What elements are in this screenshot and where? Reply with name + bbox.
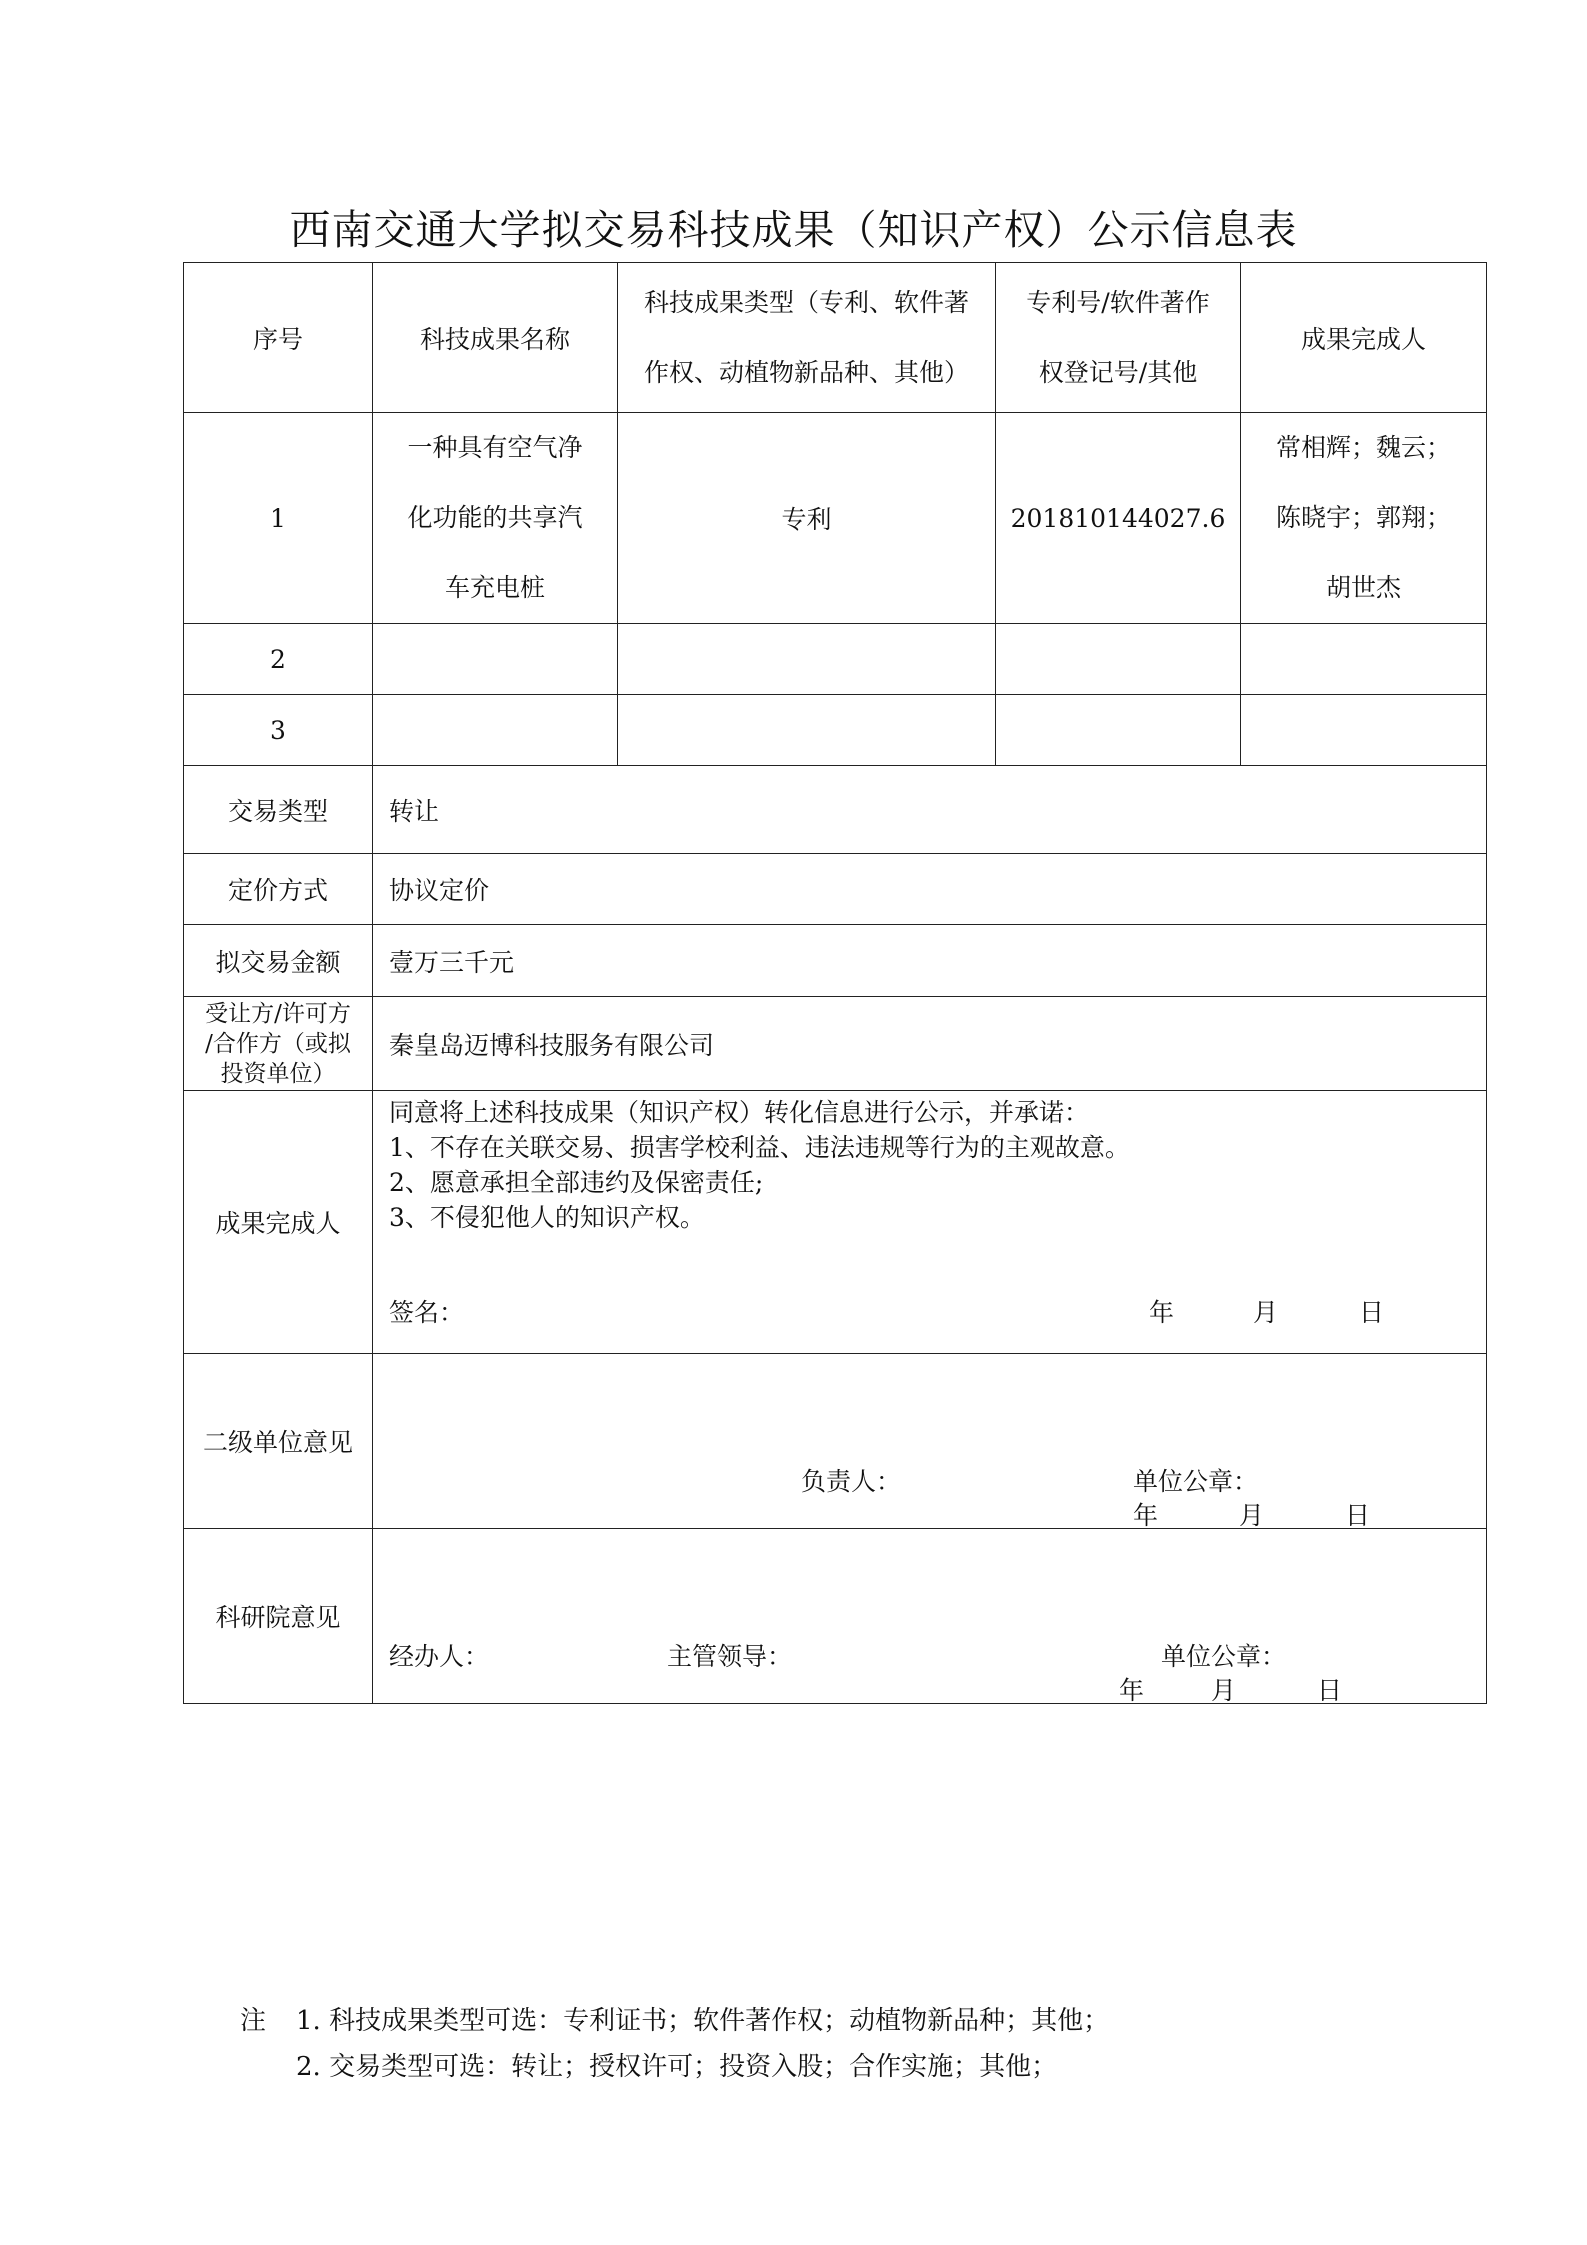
row-number: 201810144027.6 <box>996 413 1241 624</box>
party-label-line: 投资单位） <box>220 1060 336 1087</box>
row-type: 专利 <box>618 413 996 624</box>
row-person-empty <box>1241 695 1487 766</box>
date-month: 月 <box>1253 1298 1279 1327</box>
date-month: 月 <box>1211 1676 1237 1705</box>
party-label-line: /合作方（或拟 <box>205 1030 351 1057</box>
date-day: 日 <box>1317 1676 1343 1705</box>
row-no: 1 <box>184 413 373 624</box>
institute-opinion-cell <box>373 1529 1487 1704</box>
date-year: 年 <box>1133 1501 1159 1530</box>
row-name-line: 车充电桩 <box>444 573 545 602</box>
header-type <box>618 263 996 413</box>
row-person-line: 陈晓宇；郭翔； <box>1275 503 1451 532</box>
party-label-line: 受让方/许可方 <box>205 1000 351 1027</box>
row-name-empty <box>373 624 618 695</box>
unit-opinion-cell <box>373 1354 1487 1529</box>
party-row <box>184 997 1487 1091</box>
header-number-line2: 权登记号/其他 <box>1038 357 1198 387</box>
row-person-empty <box>1241 624 1487 695</box>
row-number-empty <box>996 695 1241 766</box>
date-year: 年 <box>1119 1676 1145 1705</box>
row-person-line: 常相辉；魏云； <box>1275 433 1451 462</box>
header-type-line1: 科技成果类型（专利、软件著 <box>643 287 969 317</box>
footnote-line-1 <box>240 1998 1109 2044</box>
signature-label: 签名： <box>389 1298 465 1327</box>
header-person: 成果完成人 <box>1241 263 1487 413</box>
deal-type-row <box>184 766 1487 854</box>
party-label <box>184 997 373 1091</box>
disclosure-table <box>183 262 1487 1704</box>
deal-type-label: 交易类型 <box>184 766 373 854</box>
pricing-label: 定价方式 <box>184 854 373 925</box>
table-row <box>184 413 1487 624</box>
pricing-value: 协议定价 <box>373 854 1487 925</box>
commitment-line: 2、愿意承担全部违约及保密责任; <box>389 1168 764 1197</box>
table-row <box>184 695 1487 766</box>
supervisor-label: 主管领导： <box>667 1642 793 1671</box>
pricing-row <box>184 854 1487 925</box>
header-type-line2: 作权、动植物新品种、其他） <box>643 357 969 387</box>
seal-label: 单位公章： <box>1161 1642 1287 1671</box>
footnote <box>240 1998 1109 2090</box>
date-year: 年 <box>1149 1298 1175 1327</box>
amount-value: 壹万三千元 <box>373 925 1487 997</box>
commitment-cell <box>373 1091 1487 1354</box>
deal-type-value: 转让 <box>373 766 1487 854</box>
row-no: 2 <box>184 624 373 695</box>
seal-label: 单位公章： <box>1133 1467 1259 1496</box>
footnote-prefix: 注 <box>240 2006 267 2036</box>
row-name <box>373 413 618 624</box>
institute-opinion-row <box>184 1529 1487 1704</box>
row-type-empty <box>618 624 996 695</box>
row-name-line: 一种具有空气净 <box>407 433 583 462</box>
commitment-line: 3、不侵犯他人的知识产权。 <box>389 1203 705 1232</box>
row-name-line: 化功能的共享汽 <box>407 503 583 532</box>
commitment-label: 成果完成人 <box>184 1091 373 1354</box>
row-person <box>1241 413 1487 624</box>
commitment-text <box>389 1095 1130 1235</box>
page-title: 西南交通大学拟交易科技成果（知识产权）公示信息表 <box>289 206 1298 254</box>
commitment-line: 1、不存在关联交易、损害学校利益、违法违规等行为的主观故意。 <box>389 1133 1130 1162</box>
row-name-empty <box>373 695 618 766</box>
header-no: 序号 <box>184 263 373 413</box>
party-value: 秦皇岛迈博科技服务有限公司 <box>373 997 1487 1091</box>
footnote-text: 2. 交易类型可选：转让；授权许可；投资入股；合作实施；其他； <box>296 2052 1058 2082</box>
table-header-row <box>184 263 1487 413</box>
commitment-row <box>184 1091 1487 1354</box>
amount-label: 拟交易金额 <box>184 925 373 997</box>
amount-row <box>184 925 1487 997</box>
date-month: 月 <box>1239 1501 1265 1530</box>
row-number-empty <box>996 624 1241 695</box>
commitment-line: 同意将上述科技成果（知识产权）转化信息进行公示，并承诺： <box>389 1098 1090 1127</box>
row-person-line: 胡世杰 <box>1325 573 1401 602</box>
row-no: 3 <box>184 695 373 766</box>
date-day: 日 <box>1345 1501 1371 1530</box>
unit-opinion-row <box>184 1354 1487 1529</box>
footnote-text: 1. 科技成果类型可选：专利证书；软件著作权；动植物新品种；其他； <box>296 2006 1110 2036</box>
institute-opinion-label: 科研院意见 <box>184 1529 373 1704</box>
handler-label: 经办人： <box>389 1642 490 1671</box>
unit-opinion-label: 二级单位意见 <box>184 1354 373 1529</box>
table-row <box>184 624 1487 695</box>
header-name: 科技成果名称 <box>373 263 618 413</box>
row-type-empty <box>618 695 996 766</box>
leader-label: 负责人： <box>801 1467 902 1496</box>
date-day: 日 <box>1359 1298 1385 1327</box>
header-number-line1: 专利号/软件著作 <box>1026 287 1210 317</box>
footnote-line-2 <box>240 2044 1109 2090</box>
header-number <box>996 263 1241 413</box>
